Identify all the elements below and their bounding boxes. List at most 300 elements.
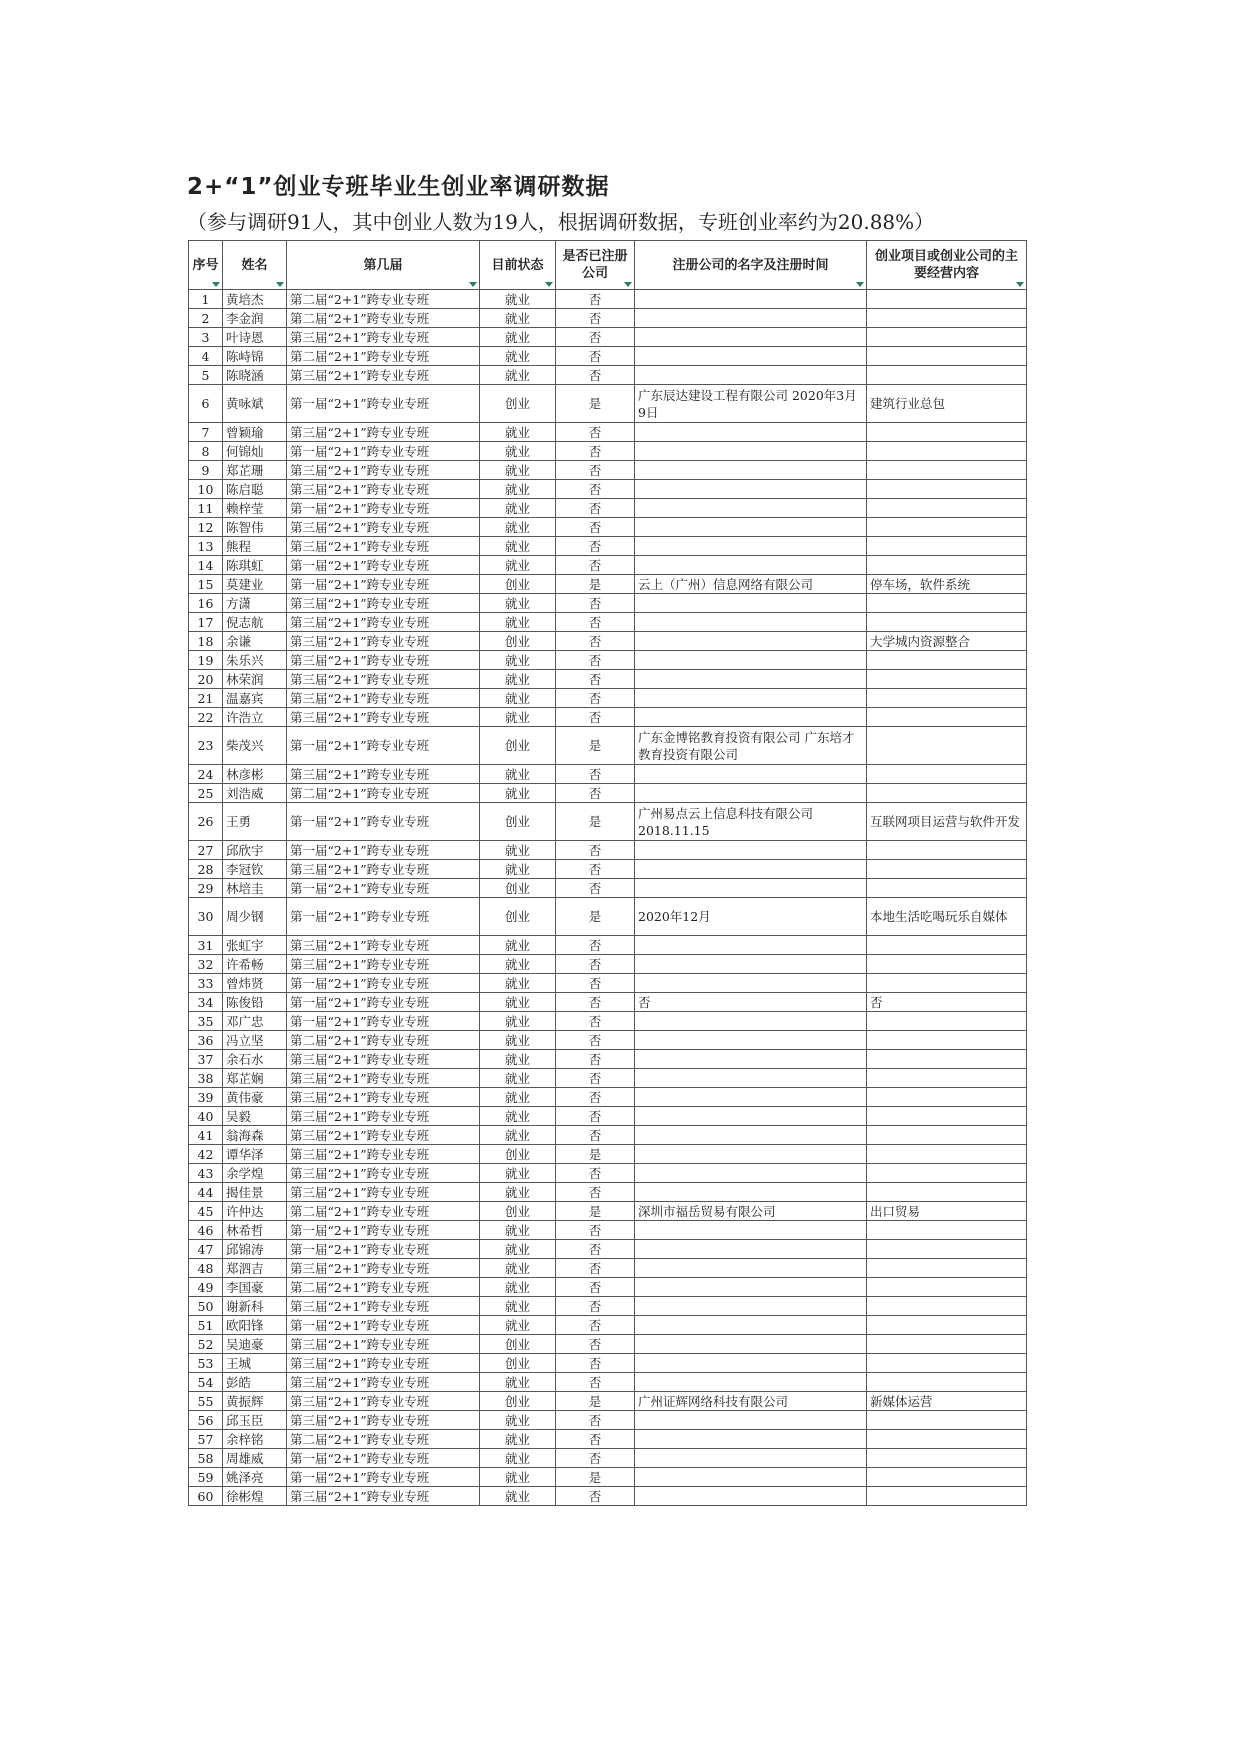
filter-dropdown-icon[interactable] <box>1016 282 1024 287</box>
row-number-cell[interactable]: 7 <box>189 423 223 442</box>
status-cell[interactable]: 就业 <box>480 480 556 499</box>
status-cell[interactable]: 创业 <box>480 632 556 651</box>
business-cell[interactable]: 大学城内资源整合 <box>867 632 1027 651</box>
row-number-cell[interactable]: 31 <box>189 936 223 955</box>
cohort-cell[interactable]: 第三届“2+1”跨专业专班 <box>287 1487 480 1506</box>
company-cell[interactable] <box>635 1468 867 1487</box>
status-cell[interactable]: 就业 <box>480 1316 556 1335</box>
row-number-cell[interactable]: 38 <box>189 1069 223 1088</box>
name-cell[interactable]: 陈俊铅 <box>223 993 287 1012</box>
company-cell[interactable] <box>635 765 867 784</box>
registered-cell[interactable]: 是 <box>556 1468 635 1487</box>
row-number-cell[interactable]: 34 <box>189 993 223 1012</box>
status-cell[interactable]: 就业 <box>480 461 556 480</box>
business-cell[interactable] <box>867 366 1027 385</box>
company-cell[interactable]: 否 <box>635 993 867 1012</box>
status-cell[interactable]: 就业 <box>480 1031 556 1050</box>
business-cell[interactable] <box>867 442 1027 461</box>
cohort-cell[interactable]: 第三届“2+1”跨专业专班 <box>287 518 480 537</box>
cohort-cell[interactable]: 第二届“2+1”跨专业专班 <box>287 309 480 328</box>
name-cell[interactable]: 周雄威 <box>223 1449 287 1468</box>
status-cell[interactable]: 就业 <box>480 1411 556 1430</box>
company-cell[interactable] <box>635 936 867 955</box>
name-cell[interactable]: 熊程 <box>223 537 287 556</box>
name-cell[interactable]: 张虹宇 <box>223 936 287 955</box>
cohort-cell[interactable]: 第一届“2+1”跨专业专班 <box>287 1012 480 1031</box>
company-cell[interactable] <box>635 1183 867 1202</box>
row-number-cell[interactable]: 45 <box>189 1202 223 1221</box>
cohort-cell[interactable]: 第一届“2+1”跨专业专班 <box>287 385 480 423</box>
cohort-cell[interactable]: 第三届“2+1”跨专业专班 <box>287 1145 480 1164</box>
name-cell[interactable]: 邓广忠 <box>223 1012 287 1031</box>
row-number-cell[interactable]: 21 <box>189 689 223 708</box>
row-number-cell[interactable]: 10 <box>189 480 223 499</box>
registered-cell[interactable]: 否 <box>556 1259 635 1278</box>
name-cell[interactable]: 郑泗吉 <box>223 1259 287 1278</box>
cohort-cell[interactable]: 第三届“2+1”跨专业专班 <box>287 651 480 670</box>
name-cell[interactable]: 邱锦涛 <box>223 1240 287 1259</box>
row-number-cell[interactable]: 18 <box>189 632 223 651</box>
name-cell[interactable]: 余谦 <box>223 632 287 651</box>
company-cell[interactable]: 广州易点云上信息科技有限公司 2018.11.15 <box>635 803 867 841</box>
business-cell[interactable] <box>867 1012 1027 1031</box>
cohort-cell[interactable]: 第一届“2+1”跨专业专班 <box>287 1449 480 1468</box>
registered-cell[interactable]: 否 <box>556 309 635 328</box>
registered-cell[interactable]: 否 <box>556 1164 635 1183</box>
name-cell[interactable]: 林彦彬 <box>223 765 287 784</box>
company-cell[interactable] <box>635 1012 867 1031</box>
status-cell[interactable]: 创业 <box>480 1354 556 1373</box>
status-cell[interactable]: 就业 <box>480 670 556 689</box>
cohort-cell[interactable]: 第三届“2+1”跨专业专班 <box>287 613 480 632</box>
cohort-cell[interactable]: 第三届“2+1”跨专业专班 <box>287 461 480 480</box>
row-number-cell[interactable]: 44 <box>189 1183 223 1202</box>
company-cell[interactable] <box>635 537 867 556</box>
name-cell[interactable]: 李冠钦 <box>223 860 287 879</box>
registered-cell[interactable]: 否 <box>556 594 635 613</box>
registered-cell[interactable]: 否 <box>556 480 635 499</box>
business-cell[interactable] <box>867 1487 1027 1506</box>
registered-cell[interactable]: 否 <box>556 974 635 993</box>
row-number-cell[interactable]: 49 <box>189 1278 223 1297</box>
cohort-cell[interactable]: 第三届“2+1”跨专业专班 <box>287 765 480 784</box>
registered-cell[interactable]: 否 <box>556 1335 635 1354</box>
cohort-cell[interactable]: 第三届“2+1”跨专业专班 <box>287 480 480 499</box>
status-cell[interactable]: 创业 <box>480 1202 556 1221</box>
business-cell[interactable] <box>867 955 1027 974</box>
registered-cell[interactable]: 否 <box>556 670 635 689</box>
status-cell[interactable]: 就业 <box>480 1126 556 1145</box>
company-cell[interactable] <box>635 347 867 366</box>
status-cell[interactable]: 就业 <box>480 1278 556 1297</box>
company-cell[interactable] <box>635 784 867 803</box>
status-cell[interactable]: 就业 <box>480 442 556 461</box>
company-cell[interactable] <box>635 841 867 860</box>
company-cell[interactable] <box>635 480 867 499</box>
header-cell[interactable]: 第几届 <box>287 241 480 290</box>
cohort-cell[interactable]: 第二届“2+1”跨专业专班 <box>287 1031 480 1050</box>
cohort-cell[interactable]: 第一届“2+1”跨专业专班 <box>287 1221 480 1240</box>
company-cell[interactable] <box>635 613 867 632</box>
row-number-cell[interactable]: 58 <box>189 1449 223 1468</box>
cohort-cell[interactable]: 第二届“2+1”跨专业专班 <box>287 1202 480 1221</box>
business-cell[interactable] <box>867 309 1027 328</box>
cohort-cell[interactable]: 第二届“2+1”跨专业专班 <box>287 347 480 366</box>
header-cell[interactable]: 序号 <box>189 241 223 290</box>
row-number-cell[interactable]: 30 <box>189 898 223 936</box>
registered-cell[interactable]: 否 <box>556 1221 635 1240</box>
cohort-cell[interactable]: 第一届“2+1”跨专业专班 <box>287 556 480 575</box>
name-cell[interactable]: 黄培杰 <box>223 290 287 309</box>
business-cell[interactable] <box>867 1373 1027 1392</box>
row-number-cell[interactable]: 22 <box>189 708 223 727</box>
status-cell[interactable]: 就业 <box>480 518 556 537</box>
cohort-cell[interactable]: 第三届“2+1”跨专业专班 <box>287 936 480 955</box>
cohort-cell[interactable]: 第三届“2+1”跨专业专班 <box>287 1259 480 1278</box>
cohort-cell[interactable]: 第三届“2+1”跨专业专班 <box>287 670 480 689</box>
company-cell[interactable] <box>635 328 867 347</box>
header-cell[interactable]: 目前状态 <box>480 241 556 290</box>
registered-cell[interactable]: 否 <box>556 423 635 442</box>
registered-cell[interactable]: 否 <box>556 366 635 385</box>
cohort-cell[interactable]: 第三届“2+1”跨专业专班 <box>287 594 480 613</box>
filter-dropdown-icon[interactable] <box>856 282 864 287</box>
business-cell[interactable] <box>867 1316 1027 1335</box>
filter-dropdown-icon[interactable] <box>276 282 284 287</box>
cohort-cell[interactable]: 第一届“2+1”跨专业专班 <box>287 1316 480 1335</box>
name-cell[interactable]: 倪志航 <box>223 613 287 632</box>
cohort-cell[interactable]: 第一届“2+1”跨专业专班 <box>287 1240 480 1259</box>
registered-cell[interactable]: 否 <box>556 537 635 556</box>
status-cell[interactable]: 就业 <box>480 366 556 385</box>
status-cell[interactable]: 就业 <box>480 1373 556 1392</box>
cohort-cell[interactable]: 第一届“2+1”跨专业专班 <box>287 499 480 518</box>
row-number-cell[interactable]: 1 <box>189 290 223 309</box>
registered-cell[interactable]: 否 <box>556 1069 635 1088</box>
row-number-cell[interactable]: 52 <box>189 1335 223 1354</box>
business-cell[interactable] <box>867 290 1027 309</box>
registered-cell[interactable]: 是 <box>556 575 635 594</box>
registered-cell[interactable]: 否 <box>556 1107 635 1126</box>
business-cell[interactable] <box>867 480 1027 499</box>
status-cell[interactable]: 创业 <box>480 1335 556 1354</box>
company-cell[interactable] <box>635 1126 867 1145</box>
row-number-cell[interactable]: 15 <box>189 575 223 594</box>
row-number-cell[interactable]: 37 <box>189 1050 223 1069</box>
status-cell[interactable]: 创业 <box>480 879 556 898</box>
row-number-cell[interactable]: 35 <box>189 1012 223 1031</box>
business-cell[interactable]: 互联网项目运营与软件开发 <box>867 803 1027 841</box>
status-cell[interactable]: 就业 <box>480 1088 556 1107</box>
registered-cell[interactable]: 是 <box>556 1202 635 1221</box>
company-cell[interactable] <box>635 1449 867 1468</box>
status-cell[interactable]: 就业 <box>480 613 556 632</box>
name-cell[interactable]: 莫建业 <box>223 575 287 594</box>
business-cell[interactable] <box>867 841 1027 860</box>
row-number-cell[interactable]: 43 <box>189 1164 223 1183</box>
cohort-cell[interactable]: 第一届“2+1”跨专业专班 <box>287 841 480 860</box>
status-cell[interactable]: 就业 <box>480 841 556 860</box>
name-cell[interactable]: 邱玉臣 <box>223 1411 287 1430</box>
registered-cell[interactable]: 否 <box>556 613 635 632</box>
row-number-cell[interactable]: 39 <box>189 1088 223 1107</box>
registered-cell[interactable]: 否 <box>556 347 635 366</box>
company-cell[interactable] <box>635 974 867 993</box>
row-number-cell[interactable]: 47 <box>189 1240 223 1259</box>
name-cell[interactable]: 余学煌 <box>223 1164 287 1183</box>
business-cell[interactable] <box>867 974 1027 993</box>
filter-dropdown-icon[interactable] <box>212 282 220 287</box>
name-cell[interactable]: 赖梓莹 <box>223 499 287 518</box>
company-cell[interactable] <box>635 1373 867 1392</box>
filter-dropdown-icon[interactable] <box>469 282 477 287</box>
registered-cell[interactable]: 否 <box>556 518 635 537</box>
name-cell[interactable]: 许浩立 <box>223 708 287 727</box>
status-cell[interactable]: 就业 <box>480 1050 556 1069</box>
registered-cell[interactable]: 否 <box>556 1373 635 1392</box>
registered-cell[interactable]: 是 <box>556 727 635 765</box>
company-cell[interactable] <box>635 1240 867 1259</box>
row-number-cell[interactable]: 40 <box>189 1107 223 1126</box>
business-cell[interactable] <box>867 1449 1027 1468</box>
row-number-cell[interactable]: 56 <box>189 1411 223 1430</box>
row-number-cell[interactable]: 12 <box>189 518 223 537</box>
company-cell[interactable]: 广州证辉网络科技有限公司 <box>635 1392 867 1411</box>
registered-cell[interactable]: 否 <box>556 1316 635 1335</box>
registered-cell[interactable]: 否 <box>556 1050 635 1069</box>
status-cell[interactable]: 就业 <box>480 765 556 784</box>
registered-cell[interactable]: 否 <box>556 784 635 803</box>
registered-cell[interactable]: 否 <box>556 1354 635 1373</box>
name-cell[interactable]: 李金润 <box>223 309 287 328</box>
business-cell[interactable] <box>867 518 1027 537</box>
company-cell[interactable] <box>635 1088 867 1107</box>
cohort-cell[interactable]: 第一届“2+1”跨专业专班 <box>287 974 480 993</box>
cohort-cell[interactable]: 第三届“2+1”跨专业专班 <box>287 1069 480 1088</box>
registered-cell[interactable]: 否 <box>556 1449 635 1468</box>
status-cell[interactable]: 创业 <box>480 575 556 594</box>
registered-cell[interactable]: 是 <box>556 1145 635 1164</box>
name-cell[interactable]: 何锦灿 <box>223 442 287 461</box>
registered-cell[interactable]: 否 <box>556 1487 635 1506</box>
registered-cell[interactable]: 否 <box>556 1183 635 1202</box>
cohort-cell[interactable]: 第三届“2+1”跨专业专班 <box>287 860 480 879</box>
cohort-cell[interactable]: 第三届“2+1”跨专业专班 <box>287 423 480 442</box>
company-cell[interactable] <box>635 1221 867 1240</box>
company-cell[interactable]: 云上（广州）信息网络有限公司 <box>635 575 867 594</box>
business-cell[interactable]: 出口贸易 <box>867 1202 1027 1221</box>
company-cell[interactable] <box>635 955 867 974</box>
business-cell[interactable] <box>867 1164 1027 1183</box>
status-cell[interactable]: 就业 <box>480 974 556 993</box>
business-cell[interactable] <box>867 689 1027 708</box>
row-number-cell[interactable]: 55 <box>189 1392 223 1411</box>
name-cell[interactable]: 刘浩威 <box>223 784 287 803</box>
business-cell[interactable] <box>867 556 1027 575</box>
business-cell[interactable] <box>867 1430 1027 1449</box>
status-cell[interactable]: 就业 <box>480 651 556 670</box>
name-cell[interactable]: 陈启聪 <box>223 480 287 499</box>
name-cell[interactable]: 吴毅 <box>223 1107 287 1126</box>
cohort-cell[interactable]: 第三届“2+1”跨专业专班 <box>287 366 480 385</box>
business-cell[interactable] <box>867 1354 1027 1373</box>
business-cell[interactable]: 本地生活吃喝玩乐自媒体 <box>867 898 1027 936</box>
registered-cell[interactable]: 否 <box>556 1430 635 1449</box>
registered-cell[interactable]: 否 <box>556 442 635 461</box>
name-cell[interactable]: 余石水 <box>223 1050 287 1069</box>
cohort-cell[interactable]: 第三届“2+1”跨专业专班 <box>287 1335 480 1354</box>
row-number-cell[interactable]: 46 <box>189 1221 223 1240</box>
business-cell[interactable] <box>867 1145 1027 1164</box>
business-cell[interactable] <box>867 1050 1027 1069</box>
status-cell[interactable]: 就业 <box>480 708 556 727</box>
status-cell[interactable]: 就业 <box>480 328 556 347</box>
cohort-cell[interactable]: 第一届“2+1”跨专业专班 <box>287 993 480 1012</box>
status-cell[interactable]: 创业 <box>480 898 556 936</box>
registered-cell[interactable]: 否 <box>556 879 635 898</box>
name-cell[interactable]: 曾颖瑜 <box>223 423 287 442</box>
row-number-cell[interactable]: 16 <box>189 594 223 613</box>
registered-cell[interactable]: 否 <box>556 632 635 651</box>
cohort-cell[interactable]: 第二届“2+1”跨专业专班 <box>287 1278 480 1297</box>
row-number-cell[interactable]: 6 <box>189 385 223 423</box>
name-cell[interactable]: 许仲达 <box>223 1202 287 1221</box>
registered-cell[interactable]: 否 <box>556 1240 635 1259</box>
status-cell[interactable]: 就业 <box>480 1221 556 1240</box>
name-cell[interactable]: 黄咏斌 <box>223 385 287 423</box>
cohort-cell[interactable]: 第一届“2+1”跨专业专班 <box>287 879 480 898</box>
company-cell[interactable] <box>635 1354 867 1373</box>
row-number-cell[interactable]: 11 <box>189 499 223 518</box>
name-cell[interactable]: 陈峙锦 <box>223 347 287 366</box>
registered-cell[interactable]: 否 <box>556 556 635 575</box>
company-cell[interactable] <box>635 594 867 613</box>
company-cell[interactable] <box>635 366 867 385</box>
company-cell[interactable] <box>635 499 867 518</box>
company-cell[interactable] <box>635 1278 867 1297</box>
status-cell[interactable]: 就业 <box>480 993 556 1012</box>
name-cell[interactable]: 陈智伟 <box>223 518 287 537</box>
company-cell[interactable] <box>635 879 867 898</box>
status-cell[interactable]: 就业 <box>480 1487 556 1506</box>
name-cell[interactable]: 邱欣宇 <box>223 841 287 860</box>
row-number-cell[interactable]: 32 <box>189 955 223 974</box>
registered-cell[interactable]: 否 <box>556 1297 635 1316</box>
status-cell[interactable]: 就业 <box>480 1259 556 1278</box>
status-cell[interactable]: 就业 <box>480 1468 556 1487</box>
cohort-cell[interactable]: 第二届“2+1”跨专业专班 <box>287 290 480 309</box>
status-cell[interactable]: 就业 <box>480 594 556 613</box>
name-cell[interactable]: 王勇 <box>223 803 287 841</box>
cohort-cell[interactable]: 第三届“2+1”跨专业专班 <box>287 1164 480 1183</box>
business-cell[interactable] <box>867 1411 1027 1430</box>
status-cell[interactable]: 就业 <box>480 689 556 708</box>
cohort-cell[interactable]: 第一届“2+1”跨专业专班 <box>287 803 480 841</box>
company-cell[interactable] <box>635 689 867 708</box>
row-number-cell[interactable]: 4 <box>189 347 223 366</box>
status-cell[interactable]: 创业 <box>480 803 556 841</box>
status-cell[interactable]: 就业 <box>480 309 556 328</box>
status-cell[interactable]: 创业 <box>480 1392 556 1411</box>
business-cell[interactable] <box>867 1297 1027 1316</box>
cohort-cell[interactable]: 第一届“2+1”跨专业专班 <box>287 575 480 594</box>
row-number-cell[interactable]: 51 <box>189 1316 223 1335</box>
status-cell[interactable]: 就业 <box>480 1164 556 1183</box>
status-cell[interactable]: 创业 <box>480 385 556 423</box>
business-cell[interactable]: 停车场，软件系统 <box>867 575 1027 594</box>
cohort-cell[interactable]: 第三届“2+1”跨专业专班 <box>287 689 480 708</box>
company-cell[interactable] <box>635 1145 867 1164</box>
business-cell[interactable] <box>867 1240 1027 1259</box>
registered-cell[interactable]: 是 <box>556 898 635 936</box>
name-cell[interactable]: 王城 <box>223 1354 287 1373</box>
header-cell[interactable]: 注册公司的名字及注册时间 <box>635 241 867 290</box>
row-number-cell[interactable]: 28 <box>189 860 223 879</box>
cohort-cell[interactable]: 第三届“2+1”跨专业专班 <box>287 1107 480 1126</box>
cohort-cell[interactable]: 第三届“2+1”跨专业专班 <box>287 1050 480 1069</box>
company-cell[interactable]: 深圳市福岳贸易有限公司 <box>635 1202 867 1221</box>
name-cell[interactable]: 林荣润 <box>223 670 287 689</box>
registered-cell[interactable]: 否 <box>556 1278 635 1297</box>
company-cell[interactable] <box>635 442 867 461</box>
status-cell[interactable]: 就业 <box>480 347 556 366</box>
cohort-cell[interactable]: 第一届“2+1”跨专业专班 <box>287 727 480 765</box>
status-cell[interactable]: 就业 <box>480 936 556 955</box>
business-cell[interactable] <box>867 1107 1027 1126</box>
name-cell[interactable]: 谭华泽 <box>223 1145 287 1164</box>
registered-cell[interactable]: 否 <box>556 993 635 1012</box>
cohort-cell[interactable]: 第三届“2+1”跨专业专班 <box>287 1183 480 1202</box>
registered-cell[interactable]: 否 <box>556 860 635 879</box>
company-cell[interactable] <box>635 1031 867 1050</box>
registered-cell[interactable]: 否 <box>556 328 635 347</box>
name-cell[interactable]: 吴迪豪 <box>223 1335 287 1354</box>
status-cell[interactable]: 创业 <box>480 727 556 765</box>
header-cell[interactable]: 姓名 <box>223 241 287 290</box>
name-cell[interactable]: 温嘉宾 <box>223 689 287 708</box>
name-cell[interactable]: 许希畅 <box>223 955 287 974</box>
registered-cell[interactable]: 否 <box>556 1088 635 1107</box>
name-cell[interactable]: 余梓铭 <box>223 1430 287 1449</box>
company-cell[interactable]: 2020年12月 <box>635 898 867 936</box>
name-cell[interactable]: 黄振辉 <box>223 1392 287 1411</box>
registered-cell[interactable]: 否 <box>556 841 635 860</box>
row-number-cell[interactable]: 20 <box>189 670 223 689</box>
row-number-cell[interactable]: 57 <box>189 1430 223 1449</box>
business-cell[interactable] <box>867 860 1027 879</box>
registered-cell[interactable]: 否 <box>556 1411 635 1430</box>
cohort-cell[interactable]: 第一届“2+1”跨专业专班 <box>287 898 480 936</box>
company-cell[interactable] <box>635 1316 867 1335</box>
company-cell[interactable] <box>635 1107 867 1126</box>
business-cell[interactable] <box>867 347 1027 366</box>
business-cell[interactable] <box>867 328 1027 347</box>
name-cell[interactable]: 林希哲 <box>223 1221 287 1240</box>
registered-cell[interactable]: 否 <box>556 689 635 708</box>
business-cell[interactable] <box>867 423 1027 442</box>
business-cell[interactable] <box>867 708 1027 727</box>
status-cell[interactable]: 就业 <box>480 423 556 442</box>
row-number-cell[interactable]: 41 <box>189 1126 223 1145</box>
status-cell[interactable]: 就业 <box>480 955 556 974</box>
name-cell[interactable]: 陈晓涵 <box>223 366 287 385</box>
row-number-cell[interactable]: 26 <box>189 803 223 841</box>
business-cell[interactable] <box>867 765 1027 784</box>
row-number-cell[interactable]: 23 <box>189 727 223 765</box>
name-cell[interactable]: 柴茂兴 <box>223 727 287 765</box>
row-number-cell[interactable]: 53 <box>189 1354 223 1373</box>
name-cell[interactable]: 郑芷娴 <box>223 1069 287 1088</box>
